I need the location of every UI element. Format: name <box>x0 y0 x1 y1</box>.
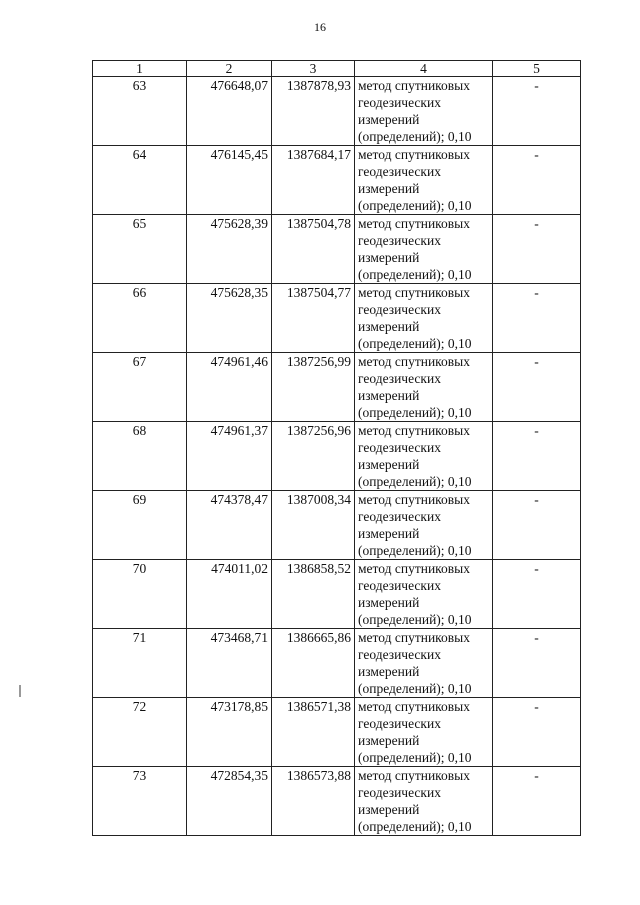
y-coordinate-cell: 1387684,17 <box>272 146 355 215</box>
method-line: метод спутниковых <box>358 147 470 162</box>
method-line: метод спутниковых <box>358 492 470 507</box>
point-number-cell: 68 <box>93 422 187 491</box>
table-row <box>93 767 581 836</box>
method-line: геодезических <box>358 233 441 248</box>
table-header <box>93 61 581 77</box>
x-coordinate-cell: 476648,07 <box>187 77 272 146</box>
method-line: геодезических <box>358 578 441 593</box>
header-col-2: 2 <box>187 61 272 77</box>
method-line: геодезических <box>358 716 441 731</box>
method-line: измерений <box>358 595 420 610</box>
note-cell: - <box>493 629 581 698</box>
header-col-1: 1 <box>93 61 187 77</box>
table-row <box>93 215 581 284</box>
x-coordinate-cell: 476145,45 <box>187 146 272 215</box>
y-coordinate-cell: 1386571,38 <box>272 698 355 767</box>
x-coordinate-cell: 474378,47 <box>187 491 272 560</box>
y-coordinate-cell: 1387256,96 <box>272 422 355 491</box>
method-line: измерений <box>358 526 420 541</box>
method-line: измерений <box>358 733 420 748</box>
method-cell <box>355 767 493 836</box>
method-line: геодезических <box>358 440 441 455</box>
coordinates-table <box>92 60 581 836</box>
note-cell: - <box>493 146 581 215</box>
method-line: геодезических <box>358 647 441 662</box>
method-line: измерений <box>358 319 420 334</box>
method-line: метод спутниковых <box>358 354 470 369</box>
method-line: геодезических <box>358 164 441 179</box>
method-line: метод спутниковых <box>358 423 470 438</box>
point-number-cell: 65 <box>93 215 187 284</box>
method-line: измерений <box>358 664 420 679</box>
y-coordinate-cell: 1386573,88 <box>272 767 355 836</box>
method-cell <box>355 77 493 146</box>
method-cell <box>355 353 493 422</box>
method-cell <box>355 560 493 629</box>
table-row <box>93 284 581 353</box>
method-line: измерений <box>358 802 420 817</box>
method-line: (определений); 0,10 <box>358 198 472 213</box>
method-line: (определений); 0,10 <box>358 129 472 144</box>
page-number: 16 <box>314 20 326 34</box>
x-coordinate-cell: 473468,71 <box>187 629 272 698</box>
point-number-cell: 64 <box>93 146 187 215</box>
method-line: (определений); 0,10 <box>358 681 472 696</box>
method-line: (определений); 0,10 <box>358 819 472 834</box>
note-cell: - <box>493 491 581 560</box>
x-coordinate-cell: 475628,35 <box>187 284 272 353</box>
method-line: измерений <box>358 388 420 403</box>
point-number-cell: 66 <box>93 284 187 353</box>
method-line: метод спутниковых <box>358 630 470 645</box>
y-coordinate-cell: 1387504,78 <box>272 215 355 284</box>
method-line: геодезических <box>358 95 441 110</box>
method-line: (определений); 0,10 <box>358 474 472 489</box>
method-line: метод спутниковых <box>358 699 470 714</box>
method-line: (определений); 0,10 <box>358 543 472 558</box>
point-number-cell: 69 <box>93 491 187 560</box>
method-cell <box>355 491 493 560</box>
header-row <box>93 61 581 77</box>
note-cell: - <box>493 767 581 836</box>
table-row <box>93 422 581 491</box>
method-cell <box>355 146 493 215</box>
table-row <box>93 146 581 215</box>
method-line: геодезических <box>358 371 441 386</box>
scan-mark <box>19 685 21 697</box>
method-cell <box>355 422 493 491</box>
header-col-5: 5 <box>493 61 581 77</box>
point-number-cell: 72 <box>93 698 187 767</box>
header-col-4: 4 <box>355 61 493 77</box>
header-col-3: 3 <box>272 61 355 77</box>
x-coordinate-cell: 474961,46 <box>187 353 272 422</box>
method-line: геодезических <box>358 785 441 800</box>
method-line: геодезических <box>358 302 441 317</box>
method-line: (определений); 0,10 <box>358 750 472 765</box>
point-number-cell: 73 <box>93 767 187 836</box>
x-coordinate-cell: 472854,35 <box>187 767 272 836</box>
method-line: измерений <box>358 181 420 196</box>
y-coordinate-cell: 1386665,86 <box>272 629 355 698</box>
method-line: метод спутниковых <box>358 285 470 300</box>
method-line: метод спутниковых <box>358 78 470 93</box>
table-body <box>93 77 581 836</box>
method-line: измерений <box>358 250 420 265</box>
y-coordinate-cell: 1386858,52 <box>272 560 355 629</box>
table-row <box>93 698 581 767</box>
method-line: метод спутниковых <box>358 561 470 576</box>
method-cell <box>355 629 493 698</box>
method-cell <box>355 215 493 284</box>
method-cell <box>355 284 493 353</box>
note-cell: - <box>493 560 581 629</box>
note-cell: - <box>493 77 581 146</box>
point-number-cell: 63 <box>93 77 187 146</box>
table-row <box>93 77 581 146</box>
method-line: метод спутниковых <box>358 216 470 231</box>
y-coordinate-cell: 1387008,34 <box>272 491 355 560</box>
point-number-cell: 70 <box>93 560 187 629</box>
note-cell: - <box>493 353 581 422</box>
method-line: (определений); 0,10 <box>358 336 472 351</box>
note-cell: - <box>493 422 581 491</box>
note-cell: - <box>493 215 581 284</box>
y-coordinate-cell: 1387504,77 <box>272 284 355 353</box>
method-line: измерений <box>358 112 420 127</box>
point-number-cell: 71 <box>93 629 187 698</box>
y-coordinate-cell: 1387256,99 <box>272 353 355 422</box>
x-coordinate-cell: 474011,02 <box>187 560 272 629</box>
y-coordinate-cell: 1387878,93 <box>272 77 355 146</box>
point-number-cell: 67 <box>93 353 187 422</box>
x-coordinate-cell: 473178,85 <box>187 698 272 767</box>
method-line: метод спутниковых <box>358 768 470 783</box>
table-row <box>93 629 581 698</box>
x-coordinate-cell: 475628,39 <box>187 215 272 284</box>
method-line: геодезических <box>358 509 441 524</box>
table-row <box>93 353 581 422</box>
method-line: (определений); 0,10 <box>358 405 472 420</box>
table-row <box>93 491 581 560</box>
x-coordinate-cell: 474961,37 <box>187 422 272 491</box>
method-line: (определений); 0,10 <box>358 267 472 282</box>
method-line: измерений <box>358 457 420 472</box>
method-line: (определений); 0,10 <box>358 612 472 627</box>
note-cell: - <box>493 698 581 767</box>
method-cell <box>355 698 493 767</box>
table-row <box>93 560 581 629</box>
note-cell: - <box>493 284 581 353</box>
